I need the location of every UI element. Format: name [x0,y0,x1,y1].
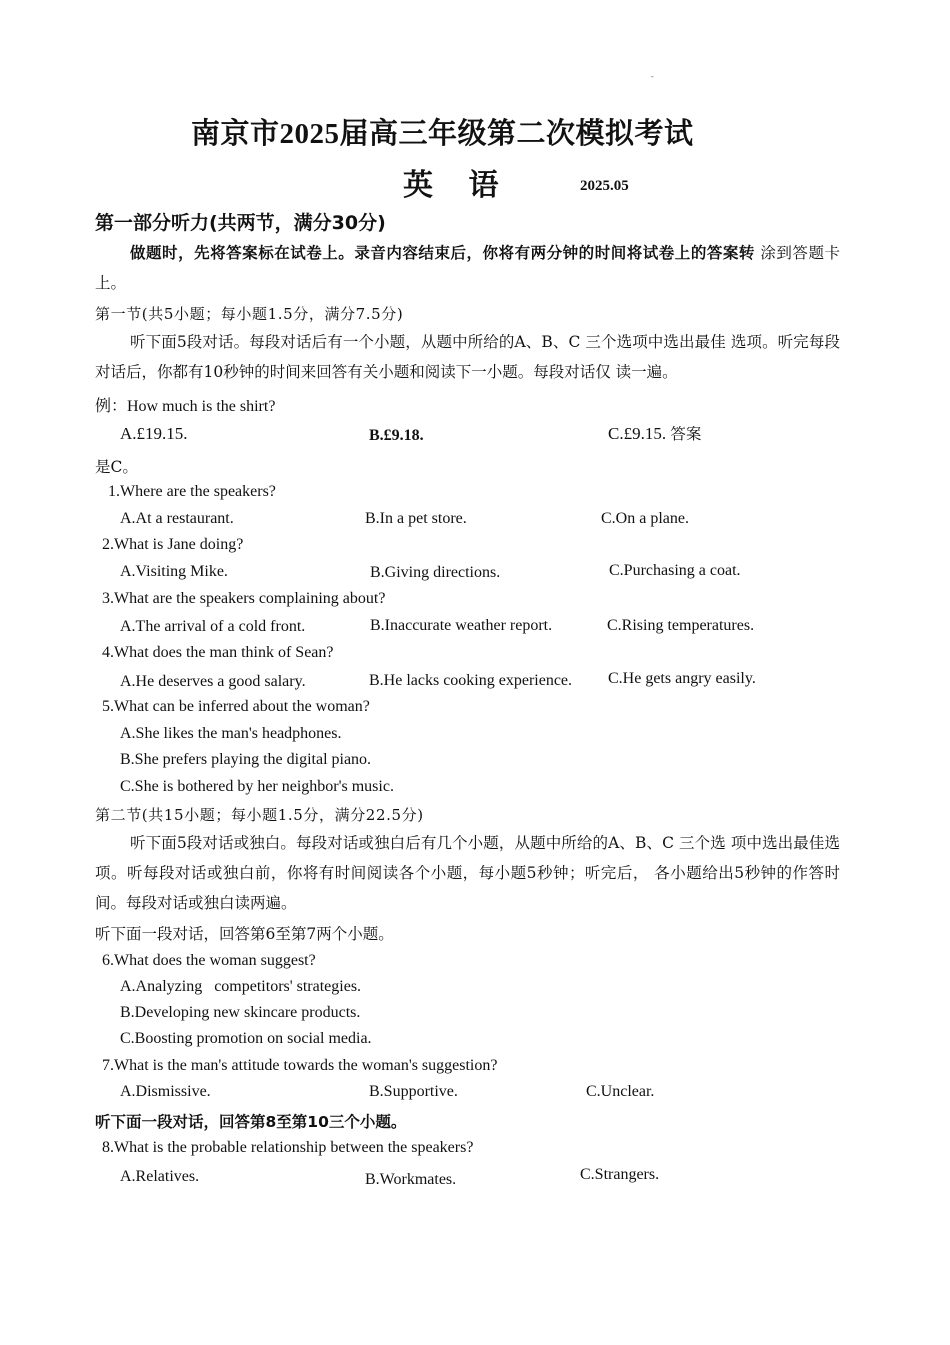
option-a: A.At a restaurant. [120,510,234,527]
example-option-c-text: C.£9.15. [608,424,667,443]
example-answer-line: 是C。 [95,458,138,476]
option-a: A.The arrival of a cold front. [120,618,306,635]
question-stem: 6.What does the woman suggest? [102,952,316,969]
example-option-a: A.£19.15. [120,424,188,443]
part-one-heading: 第一部分听力(共两节，满分30分) [95,212,386,234]
option-b: B.In a pet store. [365,510,467,527]
part-one-intro [95,238,840,298]
exam-title: 南京市2025届高三年级第二次模拟考试 [191,118,694,150]
option-b: B.She prefers playing the digital piano. [120,751,372,768]
option-a: A.He deserves a good salary. [120,673,306,690]
option-c: C.On a plane. [601,510,689,527]
section-two-instructions: 听下面5段对话或独白。每段对话或独白后有几个小题，从题中所给的A、B、C 三个选 项中选出最佳选项。听每段对话或独白前，你将有时间阅读各个小题，每小题5秒钟；听完后， 各小题给出5秒钟的作答时间。每段对话或独白读两遍。 [95,834,840,912]
option-c: C.Boosting promotion on social media. [120,1030,372,1047]
group-two-instruction: 听下面一段对话，回答第8至第10三个小题。 [95,1113,407,1131]
subject-title: 英 语 [403,169,513,202]
option-a: A.Visiting Mike. [120,563,228,580]
question-stem: 1.Where are the speakers? [108,483,276,500]
example-question: 例：How much is the shirt? [95,398,276,415]
option-c: C.Purchasing a coat. [609,562,741,579]
option-c: C.Unclear. [586,1083,655,1100]
question-stem: 7.What is the man's attitude towards the woman's suggestion? [102,1057,498,1074]
option-b: B.Developing new skincare products. [120,1004,361,1021]
section-two-heading: 第二节(共15小题；每小题1.5分，满分22.5分) [95,806,424,824]
option-b: B.He lacks cooking experience. [369,672,573,689]
option-b: B.Supportive. [369,1083,458,1100]
option-c: C.Strangers. [580,1166,660,1183]
question-stem: 5.What can be inferred about the woman? [102,698,370,715]
option-c: C.Rising temperatures. [607,617,755,634]
example-option-c [608,422,701,444]
section-one-heading: 第一节(共5小题；每小题1.5分，满分7.5分) [95,305,404,323]
option-c: C.She is bothered by her neighbor's music. [120,778,394,795]
option-b: B.Giving directions. [370,564,501,581]
intro-bold: 做题时，先将答案标在试卷上。录音内容结束后，你将有两分钟的时间将试卷上的答案转 [130,243,755,262]
page-mark: - [651,72,654,81]
option-b: B.Inaccurate weather report. [370,617,553,634]
example-option-b: B.£9.18. [369,427,424,444]
question-stem: 8.What is the probable relationship between the speakers? [102,1139,474,1156]
exam-date: 2025.05 [580,178,629,194]
group-one-instruction: 听下面一段对话，回答第6至第7两个小题。 [95,925,394,943]
question-stem: 3.What are the speakers complaining about? [102,590,386,607]
intro-rest: 涂到答题卡上。 [95,244,840,292]
option-c: C.He gets angry easily. [608,670,756,687]
option-a: A.Dismissive. [120,1083,211,1100]
question-stem: 4.What does the man think of Sean? [102,644,334,661]
question-stem: 2.What is Jane doing? [102,536,244,553]
section-one-instructions: 听下面5段对话。每段对话后有一个小题，从题中所给的A、B、C 三个选项中选出最佳 选项。听完每段对话后，你都有10秒钟的时间来回答有关小题和阅读下一小题。每段对话仅 读一遍。 [95,333,840,381]
option-a: A.Relatives. [120,1168,200,1185]
option-a: A.Analyzing competitors' strategies. [120,978,362,995]
example-answer-tail: 答案 [670,425,702,443]
option-b: B.Workmates. [365,1171,457,1188]
option-a: A.She likes the man's headphones. [120,725,342,742]
